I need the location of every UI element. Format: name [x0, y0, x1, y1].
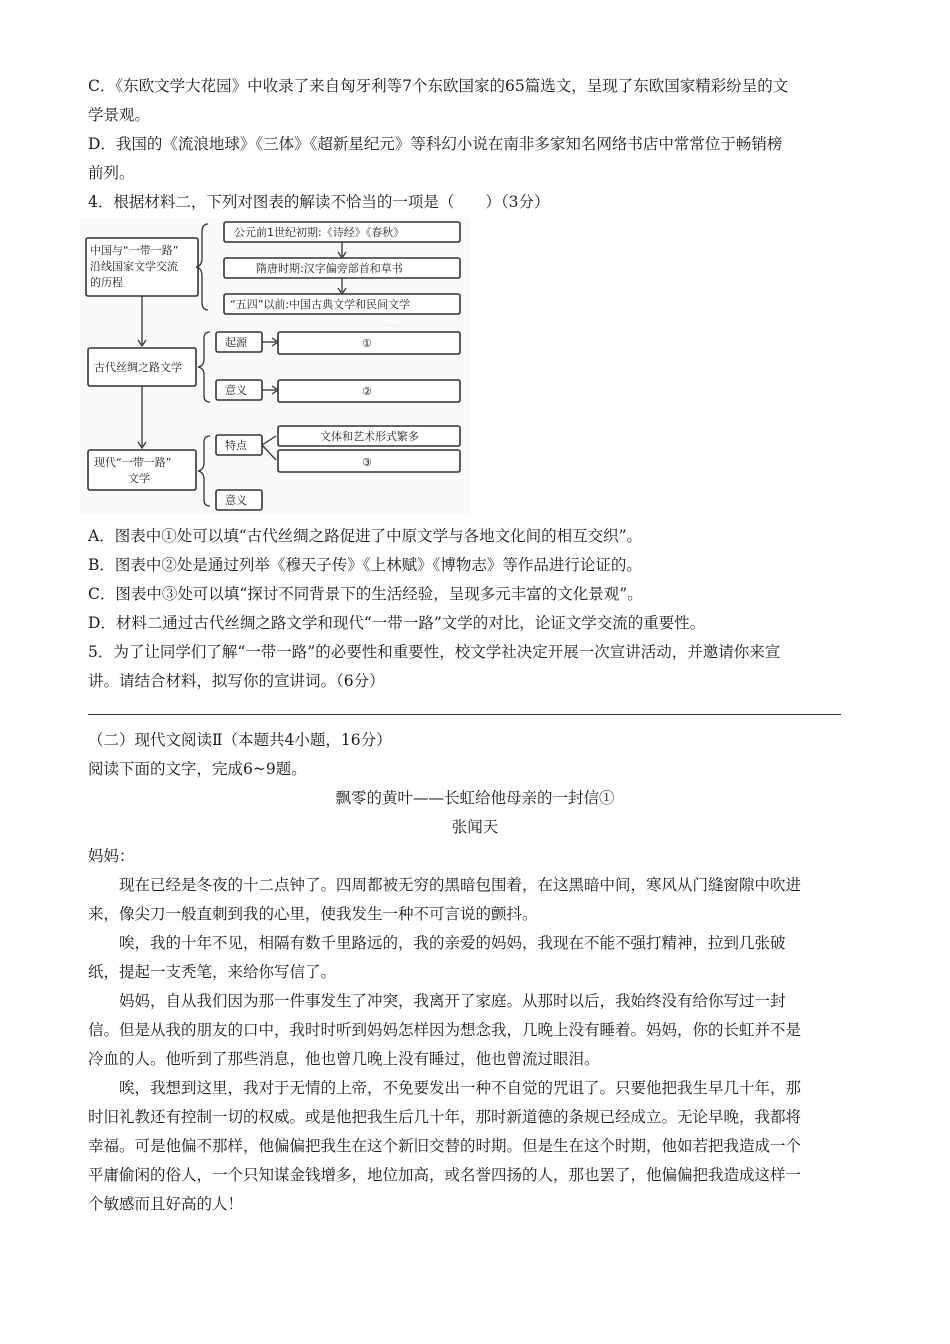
question4-option-b: B．图表中②处是通过列举《穆天子传》《上林赋》《博物志》等作品进行论证的。 — [88, 556, 642, 574]
question5-line2: 讲。请结合材料，拟写你的宣讲词。（6分） — [88, 672, 385, 690]
article-author: 张闻天 — [451, 818, 499, 836]
origin-blank: ① — [362, 337, 372, 350]
origin-label: 起源 — [225, 336, 247, 349]
article-title: 飘零的黄叶——长虹给他母亲的一封信① — [335, 789, 615, 807]
meaning-label-1: 意义 — [225, 384, 247, 397]
period-3-text: “五四”以前:中国古典文学和民间文学 — [230, 298, 411, 311]
answer-line — [88, 714, 841, 715]
paragraph-3-line1: 妈妈，自从我们因为那一件事发生了冲突，我离开了家庭。从那时以后，我始终没有给你写过一封 — [119, 992, 786, 1010]
question4-stem: 4．根据材料二，下列对图表的解读不恰当的一项是（ ）（3分） — [88, 193, 550, 211]
option-d-line1: D．我国的《流浪地球》《三体》《超新星纪元》等科幻小说在南非多家知名网络书店中常常位于畅销榜 — [88, 135, 783, 153]
section2-instruction: 阅读下面的文字，完成6~9题。 — [88, 760, 307, 778]
paragraph-4-line3: 幸福。可是他偏不那样，他偏偏把我生在这个新旧交替的时期。但是生在这个时期，他如若把我造成一个 — [88, 1137, 802, 1155]
literature-exchange-diagram — [80, 218, 470, 514]
meaning-label-2: 意义 — [225, 494, 247, 507]
paragraph-4-line1: 唉，我想到这里，我对于无情的上帝，不免要发出一种不自觉的咒诅了。只要他把我生早几十年，那 — [119, 1079, 802, 1097]
period-2-text: 隋唐时期:汉字偏旁部首和草书 — [256, 262, 403, 275]
main-box-silk-road-text: 古代丝绸之路文学 — [94, 361, 182, 374]
option-c-line1: C．《东欧文学大花园》中收录了来自匈牙利等7个东欧国家的65篇选文，呈现了东欧国家精彩纷呈的文 — [88, 77, 789, 95]
section2-heading: （二）现代文阅读Ⅱ（本题共4小题，16分） — [88, 731, 392, 749]
option-c-line2: 学景观。 — [88, 106, 151, 124]
main-box-belt-road-line2: 文学 — [128, 472, 150, 485]
paragraph-4-line4: 平庸偷闲的俗人，一个只知谋金钱增多，地位加高，或名誉四扬的人，那也罢了，他偏偏把我造成这样一 — [88, 1166, 802, 1184]
paragraph-1-line2: 来，像尖刀一般直刺到我的心里，使我发生一种不可言说的颤抖。 — [88, 905, 538, 923]
letter-salutation: 妈妈： — [88, 847, 135, 865]
paragraph-1-line1: 现在已经是冬夜的十二点钟了。四周都被无穷的黑暗包围着，在这黑暗中间，寒风从门缝窗隙中吹进 — [119, 876, 802, 894]
main-box-history-line3: 的历程 — [90, 276, 123, 289]
option-d-line2: 前列。 — [88, 164, 135, 182]
paragraph-4-line5: 个敏感而且好高的人！ — [88, 1195, 244, 1213]
feature-blank: ③ — [362, 456, 372, 469]
meaning-blank: ② — [362, 385, 372, 398]
feature-label: 特点 — [225, 439, 247, 452]
feature-1-text: 文体和艺术形式繁多 — [320, 430, 419, 443]
question4-option-d: D．材料二通过古代丝绸之路文学和现代“一带一路”文学的对比，论证文学交流的重要性。 — [88, 614, 706, 632]
diagram-ghost-text: …… — [380, 319, 398, 329]
question4-option-c: C．图表中③处可以填“探讨不同背景下的生活经验，呈现多元丰富的文化景观”。 — [88, 585, 643, 603]
paragraph-2-line1: 唉，我的十年不见，相隔有数千里路远的，我的亲爱的妈妈，我现在不能不强打精神，拉到几张破 — [119, 934, 786, 952]
paragraph-4-line2: 时旧礼教还有控制一切的权威。或是他把我生后几十年，那时新道德的条规已经成立。无论早晚，我都将 — [88, 1108, 802, 1126]
paragraph-3-line3: 冷血的人。他听到了那些消息，他也曾几晚上没有睡过，他也曾流过眼泪。 — [88, 1050, 600, 1068]
main-box-history-line1: 中国与“一带一路” — [90, 244, 179, 257]
question4-option-a: A．图表中①处可以填“古代丝绸之路促进了中原文学与各地文化间的相互交织”。 — [88, 527, 643, 545]
main-box-history-line2: 沿线国家文学交流 — [90, 260, 178, 273]
period-1-text: 公元前1世纪初期:《诗经》《春秋》 — [234, 226, 405, 239]
question5-line1: 5．为了让同学们了解“一带一路”的必要性和重要性，校文学社决定开展一次宣讲活动，并邀请你来宣 — [88, 643, 781, 661]
paragraph-2-line2: 纸，提起一支秃笔，来给你写信了。 — [88, 963, 337, 981]
paragraph-3-line2: 信。但是从我的朋友的口中，我时时听到妈妈怎样因为想念我，几晚上没有睡着。妈妈，你的长虹并不是 — [88, 1021, 802, 1039]
main-box-belt-road-line1: 现代“一带一路” — [94, 456, 172, 469]
